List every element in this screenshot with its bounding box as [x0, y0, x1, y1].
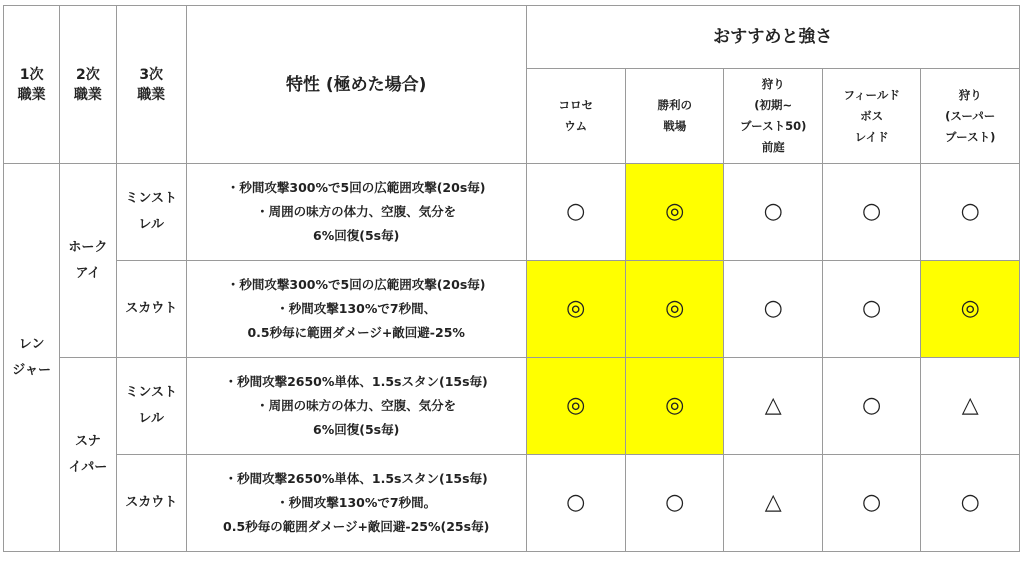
rating-cell: ○ [526, 164, 625, 261]
mode-header-field-boss-raid [822, 69, 920, 164]
mode-header-line: コロセ [558, 98, 593, 112]
table-row [4, 261, 1020, 358]
job3-name-line: レル [138, 217, 165, 232]
job3-header-line-1: 3次 [139, 66, 164, 83]
job3-header-line-2: 職業 [137, 86, 166, 103]
trait-line: ・秒間攻撃2650%単体、1.5sスタン(15s毎) [224, 471, 488, 486]
mode-header-battlefield [625, 69, 723, 164]
rating-cell: △ [724, 455, 822, 552]
mode-header-hunting-early [724, 69, 822, 164]
trait-line: 0.5秒毎に範囲ダメージ+敵回避-25% [247, 325, 465, 340]
trait-cell [186, 455, 526, 552]
job2-header [60, 6, 116, 164]
job2-name-hawkeye [60, 164, 116, 358]
rating-cell: ○ [625, 455, 723, 552]
rating-cell: ○ [921, 455, 1020, 552]
mode-header-hunting-super-boost [921, 69, 1020, 164]
job3-name-line: ミンスト [125, 191, 177, 206]
mode-header-line: レイド [854, 129, 889, 144]
trait-cell [186, 358, 526, 455]
job3-name-line: レル [138, 411, 165, 426]
job3-name [116, 455, 186, 552]
job2-name-line: アイ [75, 265, 101, 281]
job2-name-line: ホーク [68, 239, 108, 255]
job2-name-line: イパー [68, 459, 108, 475]
rating-cell: ◎ [921, 261, 1020, 358]
trait-line: ・秒間攻撃130%で7秒間。 [276, 495, 437, 510]
mode-header-line: 狩り [958, 87, 982, 102]
mode-header-line: 狩り [761, 77, 785, 91]
header-row-top [4, 6, 1020, 69]
mode-header-line: (スーパー [945, 108, 996, 123]
mode-header-line: フィールド [843, 87, 900, 102]
rating-cell: △ [724, 358, 822, 455]
mode-header-colosseum [526, 69, 625, 164]
rating-cell: ◎ [526, 261, 625, 358]
rating-cell: ◎ [625, 261, 723, 358]
mode-header-line: ブースト) [945, 129, 996, 144]
mode-header-line: ウム [564, 119, 588, 133]
job1-name-line: レン [18, 336, 45, 352]
rating-cell: ◎ [625, 164, 723, 261]
mode-header-line: 勝利の [657, 98, 692, 112]
mode-header-line: (初期~ [754, 98, 793, 112]
rating-cell: ○ [822, 358, 920, 455]
trait-line: ・秒間攻撃2650%単体、1.5sスタン(15s毎) [224, 374, 488, 389]
job3-header [116, 6, 186, 164]
job1-name-ranger [4, 164, 60, 552]
job1-header-line-2: 職業 [17, 86, 46, 103]
job2-header-line-1: 2次 [76, 66, 100, 83]
trait-line: 6%回復(5s毎) [313, 228, 400, 243]
job3-name-line: スカウト [125, 495, 178, 510]
mode-header-line: 戦場 [663, 119, 687, 133]
rating-cell: ◎ [625, 358, 723, 455]
trait-line: 6%回復(5s毎) [313, 422, 400, 437]
rating-cell: ○ [724, 261, 822, 358]
rating-cell: ○ [822, 261, 920, 358]
trait-cell [186, 164, 526, 261]
trait-line: ・秒間攻撃300%で5回の広範囲攻撃(20s毎) [226, 180, 486, 195]
table-row [4, 358, 1020, 455]
job3-name-line: スカウト [125, 301, 178, 316]
job3-name [116, 164, 186, 261]
job-recommendation-table-wrapper [3, 5, 1020, 552]
job1-header-line-1: 1次 [19, 66, 44, 83]
mode-header-line: 前庭 [761, 140, 785, 154]
trait-line: ・秒間攻撃300%で5回の広範囲攻撃(20s毎) [226, 277, 486, 292]
table-row [4, 455, 1020, 552]
mode-header-line: ブースト50) [740, 119, 807, 133]
rating-cell: ○ [921, 164, 1020, 261]
trait-line: 0.5秒毎の範囲ダメージ+敵回避-25%(25s毎) [223, 519, 490, 534]
job2-name-line: スナ [75, 433, 101, 449]
job2-name-sniper [60, 358, 116, 552]
rating-cell: ○ [526, 455, 625, 552]
table-row [4, 164, 1020, 261]
trait-line: ・周囲の味方の体力、空腹、気分を [256, 398, 457, 413]
job3-name-line: ミンスト [125, 385, 177, 400]
job1-name-line: ジャー [12, 362, 51, 378]
job3-name [116, 358, 186, 455]
job2-header-line-2: 職業 [73, 86, 102, 103]
trait-line: ・周囲の味方の体力、空腹、気分を [256, 204, 457, 219]
rating-cell: ○ [724, 164, 822, 261]
trait-cell [186, 261, 526, 358]
job1-header [4, 6, 60, 164]
trait-line: ・秒間攻撃130%で7秒間、 [276, 301, 437, 316]
recommend-header: おすすめと強さ [526, 6, 1020, 69]
rating-cell: △ [921, 358, 1020, 455]
trait-header: 特性 (極めた場合) [186, 6, 526, 164]
rating-cell: ○ [822, 164, 920, 261]
rating-cell: ○ [822, 455, 920, 552]
mode-header-line: ボス [860, 108, 884, 123]
rating-cell: ◎ [526, 358, 625, 455]
job-recommendation-table [3, 5, 1020, 552]
job3-name [116, 261, 186, 358]
